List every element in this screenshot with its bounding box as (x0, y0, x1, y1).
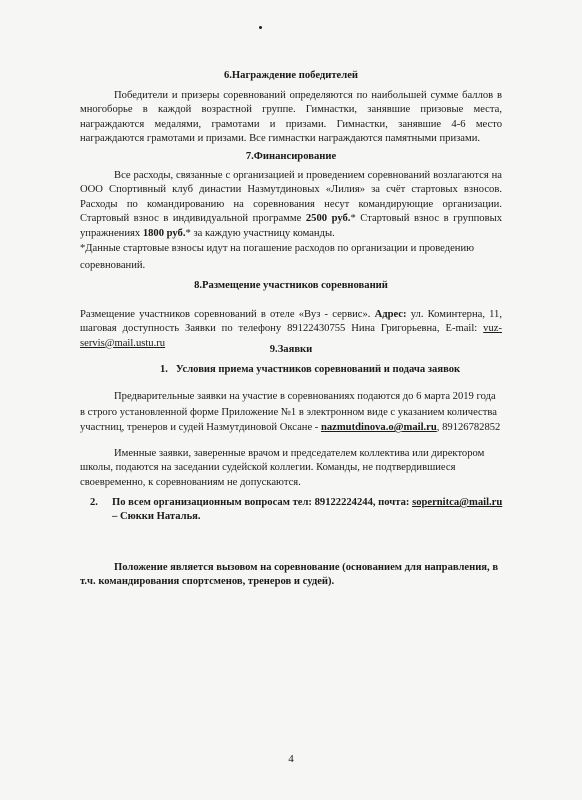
section-7-heading: 7.Финансирование (245, 151, 337, 162)
item-1-title: 1. Условия приема участников соревнований и подача заявок (160, 364, 461, 375)
fee-group: 1800 руб. (142, 227, 186, 239)
section-9-heading: 9.Заявки (269, 344, 313, 355)
item-2-number: 2. (90, 497, 98, 508)
scan-dot (259, 26, 262, 29)
fee-note: *Данные стартовые взносы идут на погашение расходов по организации и проведению соревнований. (80, 243, 475, 271)
contact-email-link[interactable]: sopernitca@mail.ru (412, 497, 503, 508)
applications-email-link[interactable]: nazmutdinova.o@mail.ru (320, 422, 437, 433)
named-applications-text: Именные заявки, заверенные врачом и председателем коллектива или директором школы, подаются на заседании судейской коллегии. Команды, не подтвердившиеся своевременно, к соревнованиям не допускаются. (80, 448, 485, 488)
applications-text: Предварительные заявки на участие в соревнованиях подаются до 6 марта 2019 года в строго установленной форме Приложение №1 в электронном виде с указанием количества участниц, тренеров и судей Назмутдиновой Оксане - nazmutdinova.o@mail.ru, 89126782852 (80, 391, 501, 433)
section-6-text: Победители и призеры соревнований определяются по наибольшей сумме баллов в многоборье в каждой возрастной группе. Гимнастки, занявшие призовые места, награждаются медалями, грамотами и призами. Гимнастки, занявшие 4-6 место награждаются грамотами и призами. Все гимнастки награждаются памятными призами. (80, 90, 502, 145)
section-8-heading: 8.Размещение участников соревнований (194, 280, 388, 291)
fee-individual: 2500 руб. (305, 213, 351, 225)
section-6-heading: 6.Награждение победителей (223, 70, 359, 81)
section-7-text: Все расходы, связанные с организацией и проведением соревнований возлагаются на ООО Спортивный клуб династии Назмутдиновых «Лилия» за счёт стартовых взносов. Расходы по командированию на соревнования несут командирующие организации. Стартовый взнос в индивидуальной программе 2500 руб.* Стартовый взнос в групповых упражнениях 1800 руб.* за каждую участницу команды. (80, 170, 502, 239)
section-8-text: Размещение участников соревнований в отеле «Вуз - сервис». Адрес: ул. Коминтерна, 11, шаговая доступность Заявки по телефону 89122430755 Нина Григорьевна, E-mail: vuz-servis@mail.ustu.ru (80, 309, 502, 349)
page-number: 4 (288, 753, 294, 765)
hotel-email-link[interactable]: vuz-servis@mail.ustu.ru (80, 323, 502, 349)
item-2-text: По всем организационным вопросам тел: 89122224244, почта: sopernitca@mail.ru – Сюкки Наталья. (112, 497, 503, 523)
closing-statement: Положение является вызовом на соревнование (основанием для направления, в т.ч. командирования спортсменов, тренеров и судей). (80, 562, 499, 588)
